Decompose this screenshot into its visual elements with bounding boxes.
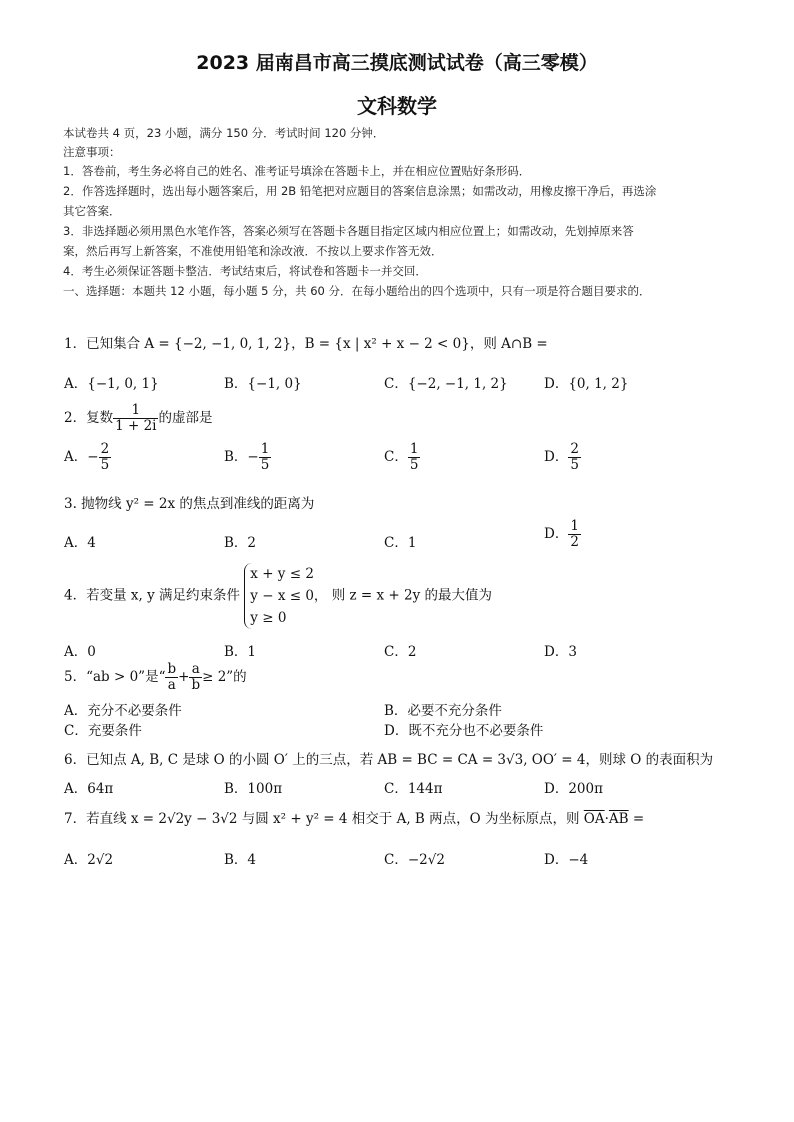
- q2-option-a: A．− $\frac{2}{5}$: [64, 441, 110, 473]
- note-line: 注意事项：: [63, 145, 121, 159]
- vector-oa: $\overline{OA}$: [583, 811, 605, 827]
- exam-subject: 文科数学: [357, 94, 437, 118]
- vector-ab: $\overline{AB}$: [608, 811, 629, 827]
- q7-option-c: C．−2√2: [384, 852, 445, 868]
- q1-option-a: A．{−1, 0, 1}: [64, 376, 159, 392]
- q3-option-b: B．2: [224, 535, 257, 551]
- q6-option-d: D．200π: [544, 781, 603, 797]
- q5-option-b: B．必要不充分条件: [384, 703, 502, 719]
- q4-option-d: D．3: [544, 644, 577, 660]
- q6-option-a: A．64π: [64, 781, 114, 797]
- question-2: 2．复数 $\frac{1}{1 + 2i}$ 的虚部是: [64, 402, 213, 434]
- q7-option-d: D．−4: [544, 852, 589, 868]
- exam-title: 2023 届南昌市高三摸底测试试卷（高三零模）: [196, 52, 598, 74]
- q2-option-b: B．− $\frac{1}{5}$: [224, 441, 270, 473]
- note-line: 1．答卷前，考生务必将自己的姓名、准考证号填涂在答题卡上，并在相应位置贴好条形码．: [63, 164, 531, 178]
- q6-option-c: C．144π: [384, 781, 443, 797]
- q7-option-b: B．4: [224, 852, 257, 868]
- q1-option-b: B．{−1, 0}: [224, 376, 302, 392]
- q5-option-c: C．充要条件: [64, 723, 142, 739]
- q4-option-a: A．0: [64, 644, 96, 660]
- q2-option-d: D． $\frac{2}{5}$: [544, 441, 579, 473]
- question-6: 6．已知点 A, B, C 是球 O 的小圆 O′ 上的三点，若 AB = BC = CA = 3√3, OO′ = 4，则球 O 的表面积为: [64, 752, 714, 768]
- q3-option-c: C．1: [384, 535, 417, 551]
- section-heading: 一、选择题：本题共 12 小题，每小题 5 分，共 60 分．在每小题给出的四个选项中，只有一项是符合题目要求的．: [63, 284, 651, 298]
- question-7: 7．若直线 x = 2√2y − 3√2 与圆 x² + y² = 4 相交于 A, B 两点，O 为坐标原点，则 $\overline{OA}\cdot\overline{AB}$ =: [64, 811, 645, 827]
- q3-option-a: A．4: [64, 535, 96, 551]
- note-line: 2．作答选择题时，选出每小题答案后，用 2B 铅笔把对应题目的答案信息涂黑；如需改动，用橡皮擦干净后，再选涂: [63, 184, 657, 198]
- q1-option-d: D．{0, 1, 2}: [544, 376, 629, 392]
- q1-option-c: C．{−2, −1, 1, 2}: [384, 376, 508, 392]
- note-line: 本试卷共 4 页，23 小题，满分 150 分．考试时间 120 分钟．: [63, 126, 385, 140]
- question-4: 4．若变量 x, y 满足约束条件 x + y ≤ 2 y − x ≤ 0， y ≥ 0 则 z = x + 2y 的最大值为: [64, 563, 492, 629]
- q7-option-a: A．2√2: [64, 852, 114, 868]
- q3-option-d: D． $\frac{1}{2}$: [544, 518, 579, 550]
- question-1: 1．已知集合 A = {−2, −1, 0, 1, 2}，B = {x | x² + x − 2 < 0}，则 A∩B =: [64, 336, 548, 352]
- q5-option-a: A．充分不必要条件: [64, 703, 182, 719]
- q5-option-d: D．既不充分也不必要条件: [384, 723, 544, 739]
- q6-option-b: B．100π: [224, 781, 283, 797]
- note-line: 4．考生必须保证答题卡整洁．考试结束后，将试卷和答题卡一并交回．: [63, 264, 427, 278]
- q2-option-c: C． $\frac{1}{5}$: [384, 441, 419, 473]
- q4-option-c: C．2: [384, 644, 417, 660]
- fraction: $\frac{1}{1 + 2i}$: [115, 402, 157, 434]
- note-line: 其它答案．: [63, 204, 121, 218]
- note-line: 3．非选择题必须用黑色水笔作答，答案必须写在答题卡各题目指定区域内相应位置上；如需改动，先划掉原来答: [63, 224, 634, 238]
- note-line: 案，然后再写上新答案，不准使用铅笔和涂改液．不按以上要求作答无效．: [63, 244, 443, 258]
- question-5: 5．“ab > 0”是“ $\frac{b}{a}$ + $\frac{a}{b}$ ≥ 2”的: [64, 661, 247, 693]
- q4-option-b: B．1: [224, 644, 257, 660]
- constraint-system: x + y ≤ 2 y − x ≤ 0， y ≥ 0: [244, 563, 327, 629]
- question-3: 3. 抛物线 y² = 2x 的焦点到准线的距离为: [64, 496, 315, 512]
